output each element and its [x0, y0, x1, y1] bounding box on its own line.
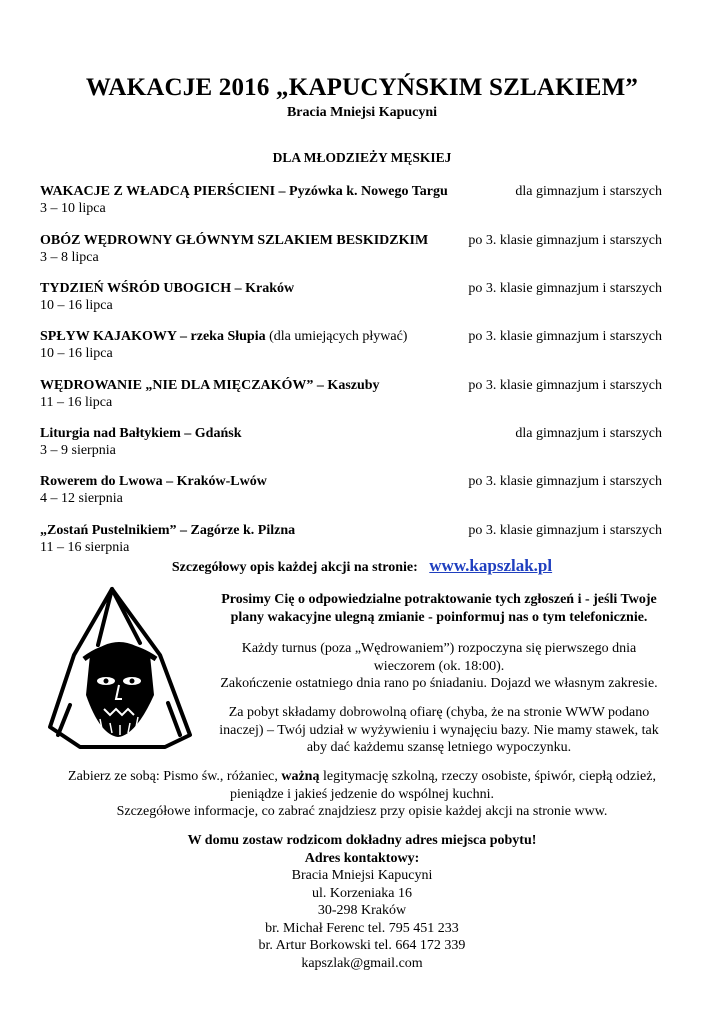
camp-dates: 10 – 16 lipca — [40, 298, 113, 313]
camp-entry — [40, 473, 662, 507]
camp-name: „Zostań Pustelnikiem” – Zagórze k. Pilzna — [40, 523, 296, 538]
camp-note: (dla umiejących pływać) — [265, 329, 408, 344]
camp-name: WAKACJE Z WŁADCĄ PIERŚCIENI – Pyzówka k. Nowego Targu — [40, 184, 448, 199]
contact-line: br. Michał Ferenc tel. 795 451 233 — [265, 920, 459, 936]
website-link[interactable]: www.kapszlak.pl — [429, 556, 553, 575]
contact-line: br. Artur Borkowski tel. 664 172 339 — [258, 938, 466, 953]
payment-line: inaczej) – Twój udział w wyżywieniu i wynajęciu bazy. Nie mamy stawek, tak — [219, 722, 659, 738]
camp-name: Liturgia nad Bałtykiem – Gdańsk — [40, 426, 242, 441]
camp-age-group: po 3. klasie gimnazjum i starszych — [468, 474, 662, 489]
camp-dates: 11 – 16 sierpnia — [40, 540, 130, 555]
camp-name: WĘDROWANIE „NIE DLA MIĘCZAKÓW” – Kaszuby — [40, 378, 380, 393]
camp-age-group: po 3. klasie gimnazjum i starszych — [468, 281, 662, 296]
camp-age-group: po 3. klasie gimnazjum i starszych — [468, 233, 662, 248]
camp-name: SPŁYW KAJAKOWY – rzeka Słupia (dla umiejących pływać) — [40, 329, 408, 344]
payment-line: aby dać każdemu szansę letniego wypoczynku. — [306, 740, 572, 755]
website-line — [0, 556, 724, 576]
camp-entry — [40, 377, 662, 411]
contact-block — [20, 832, 704, 972]
camp-entry — [40, 183, 662, 217]
page-title: WAKACJE 2016 „KAPUCYŃSKIM SZLAKIEM” — [85, 74, 639, 101]
contact-heading: Adres kontaktowy: — [304, 850, 420, 866]
camp-name: Rowerem do Lwowa – Kraków-Lwów — [40, 474, 267, 489]
leave-address-notice: W domu zostaw rodzicom dokładny adres miejsca pobytu! — [187, 833, 537, 848]
request-paragraph — [200, 591, 678, 626]
contact-email[interactable]: kapszlak@gmail.com — [301, 955, 423, 971]
details-line: Szczegółowe informacje, co zabrać znajdziesz przy opisie każdej akcji na stronie www. — [116, 804, 608, 819]
camp-dates: 11 – 16 lipca — [40, 395, 113, 410]
hooded-monk-icon — [40, 585, 198, 750]
schedule-paragraph — [200, 640, 678, 693]
camp-name: TYDZIEŃ WŚRÓD UBOGICH – Kraków — [40, 281, 295, 296]
camp-age-group: dla gimnazjum i starszych — [515, 426, 662, 441]
contact-line: ul. Korzeniaka 16 — [312, 885, 412, 901]
camp-dates: 3 – 8 lipca — [40, 250, 99, 265]
packing-line: Zabierz ze sobą: Pismo św., różaniec, ważną legitymację szkolną, rzeczy osobiste, śpiwór, ciepłą odzież, — [68, 769, 656, 784]
camp-name: OBÓZ WĘDROWNY GŁÓWNYM SZLAKIEM BESKIDZKIM — [40, 233, 429, 248]
end-line: Zakończenie ostatniego dnia rano po śniadaniu. Dojazd we własnym zakresie. — [220, 676, 658, 691]
camp-entry — [40, 522, 662, 556]
camp-entry — [40, 425, 662, 459]
camp-age-group: dla gimnazjum i starszych — [515, 184, 662, 199]
contact-line: Bracia Mniejsi Kapucyni — [291, 868, 433, 883]
camp-dates: 3 – 10 lipca — [40, 201, 106, 216]
request-line: Prosimy Cię o odpowiedzialne potraktowanie tych zgłoszeń i - jeśli Twoje — [221, 592, 657, 607]
camp-entry — [40, 328, 662, 362]
payment-line: Za pobyt składamy dobrowolną ofiarę (chyba, że na stronie WWW podano — [228, 705, 650, 720]
website-label: Szczegółowy opis każdej akcji na stronie: — [171, 560, 418, 575]
camp-age-group: po 3. klasie gimnazjum i starszych — [468, 329, 662, 344]
contact-line: 30-298 Kraków — [317, 903, 407, 918]
payment-paragraph — [200, 704, 678, 757]
request-line: plany wakacyjne ulegną zmianie - poinformuj nas o tym telefonicznie. — [230, 609, 648, 625]
camp-entry — [40, 232, 662, 266]
section-heading: DLA MŁODZIEŻY MĘSKIEJ — [272, 150, 452, 165]
packing-line: pieniądze i jakieś jedzenie do wspólnej kuchni. — [230, 786, 494, 802]
camp-dates: 10 – 16 lipca — [40, 346, 113, 361]
camp-dates: 3 – 9 sierpnia — [40, 443, 116, 458]
packing-paragraph — [20, 768, 704, 821]
camp-entry — [40, 280, 662, 314]
start-line: wieczorem (ok. 18:00). — [373, 658, 505, 674]
camp-age-group: po 3. klasie gimnazjum i starszych — [468, 378, 662, 393]
start-line: Każdy turnus (poza „Wędrowaniem”) rozpoczyna się pierwszego dnia — [241, 641, 637, 656]
camp-dates: 4 – 12 sierpnia — [40, 491, 123, 506]
camp-age-group: po 3. klasie gimnazjum i starszych — [468, 523, 662, 538]
page-subtitle: Bracia Mniejsi Kapucyni — [286, 105, 438, 120]
